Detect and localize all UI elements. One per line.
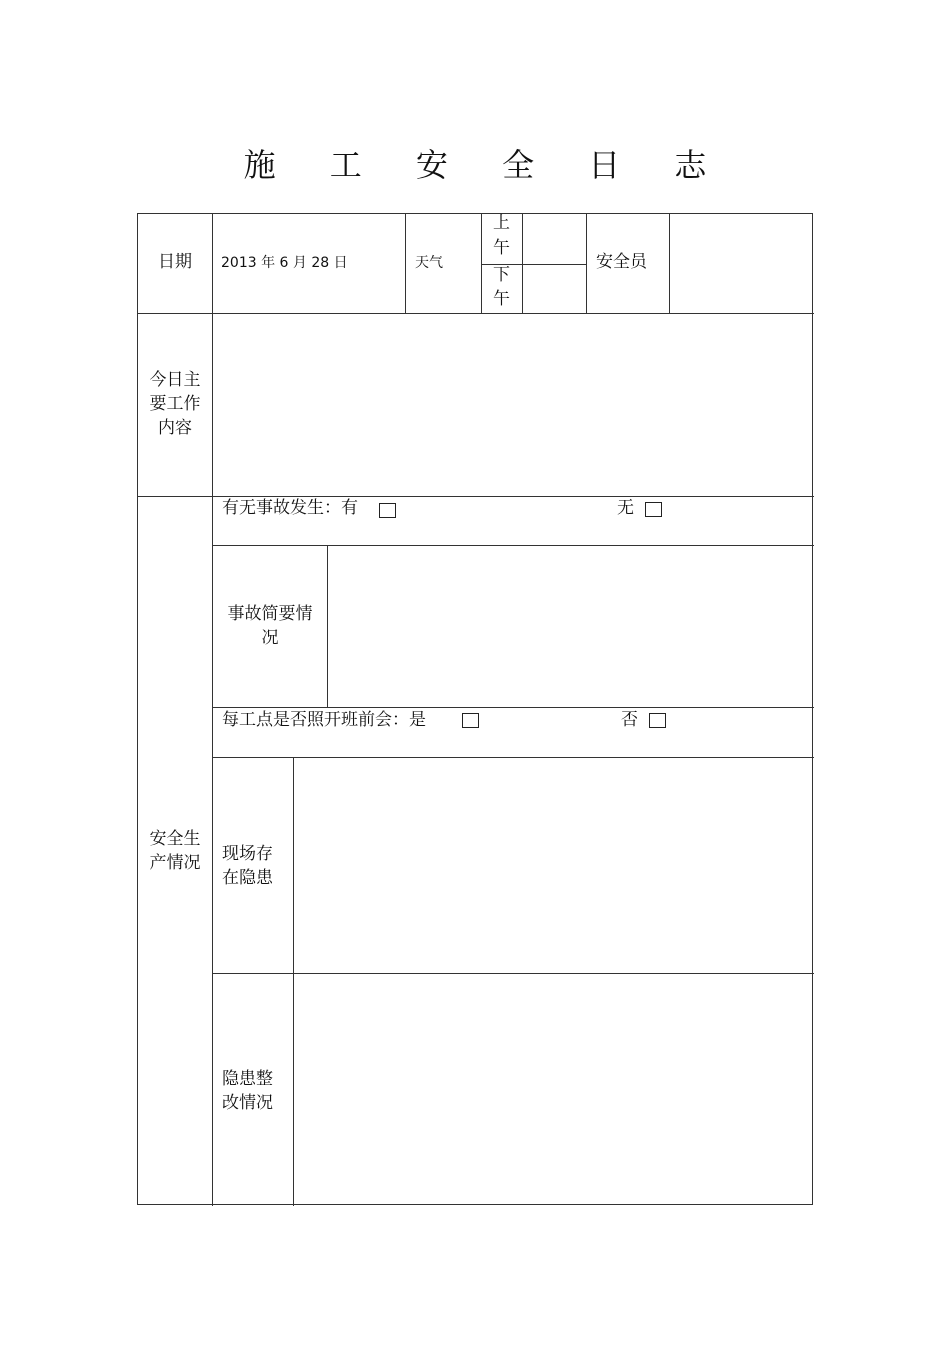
work-label-line3: 内容 <box>158 418 192 438</box>
label-column-divider <box>212 214 213 1206</box>
page-title: 施 工 安 全 日 志 <box>243 146 729 184</box>
safety-officer-divider <box>669 214 670 313</box>
afternoon-label-bottom: 午 <box>493 289 510 309</box>
meeting-question: 每工点是否照开班前会：是 <box>222 710 426 730</box>
hazard-label-line2: 在隐患 <box>222 868 273 888</box>
afternoon-label-top: 下 <box>493 265 510 285</box>
work-label-line1: 今日主 <box>149 370 201 390</box>
meeting-yes-checkbox[interactable] <box>462 713 479 728</box>
hazard-label-line1: 现场存 <box>222 844 273 864</box>
weather-half-day-divider <box>522 214 523 313</box>
row1-bottom-divider <box>138 313 814 314</box>
meeting-row-bottom-divider <box>213 757 814 758</box>
accident-no-checkbox[interactable] <box>645 502 662 517</box>
accident-row-divider <box>213 545 814 546</box>
weather-label: 天气 <box>415 255 443 271</box>
meeting-no-checkbox[interactable] <box>649 713 666 728</box>
accident-detail-label-line1: 事故简要情 <box>227 604 313 624</box>
date-value: 2013 年 6 月 28 日 <box>221 255 348 271</box>
accident-yes-checkbox[interactable] <box>379 503 396 518</box>
accident-question: 有无事故发生：有 <box>222 498 358 518</box>
meeting-no-label: 否 <box>621 710 638 730</box>
accident-no-label: 无 <box>617 498 634 518</box>
morning-label-top: 上 <box>493 213 510 233</box>
work-label-line2: 要工作 <box>149 394 201 414</box>
safety-log-form <box>137 213 813 1205</box>
morning-label-bottom: 午 <box>493 238 510 258</box>
safety-label-line2: 产情况 <box>149 853 201 873</box>
hazard-row-bottom-divider <box>213 973 814 974</box>
rectify-label-line1: 隐患整 <box>222 1069 273 1089</box>
rectify-label-line2: 改情况 <box>222 1093 273 1113</box>
safety-officer-label: 安全员 <box>596 252 647 272</box>
date-label: 日期 <box>158 252 192 272</box>
accident-detail-label-line2: 况 <box>261 628 279 648</box>
hazard-label-divider <box>293 757 294 1206</box>
safety-label-line1: 安全生 <box>149 829 201 849</box>
weather-value-divider <box>586 214 587 313</box>
accident-detail-divider <box>327 545 328 707</box>
date-weather-divider <box>405 214 406 313</box>
